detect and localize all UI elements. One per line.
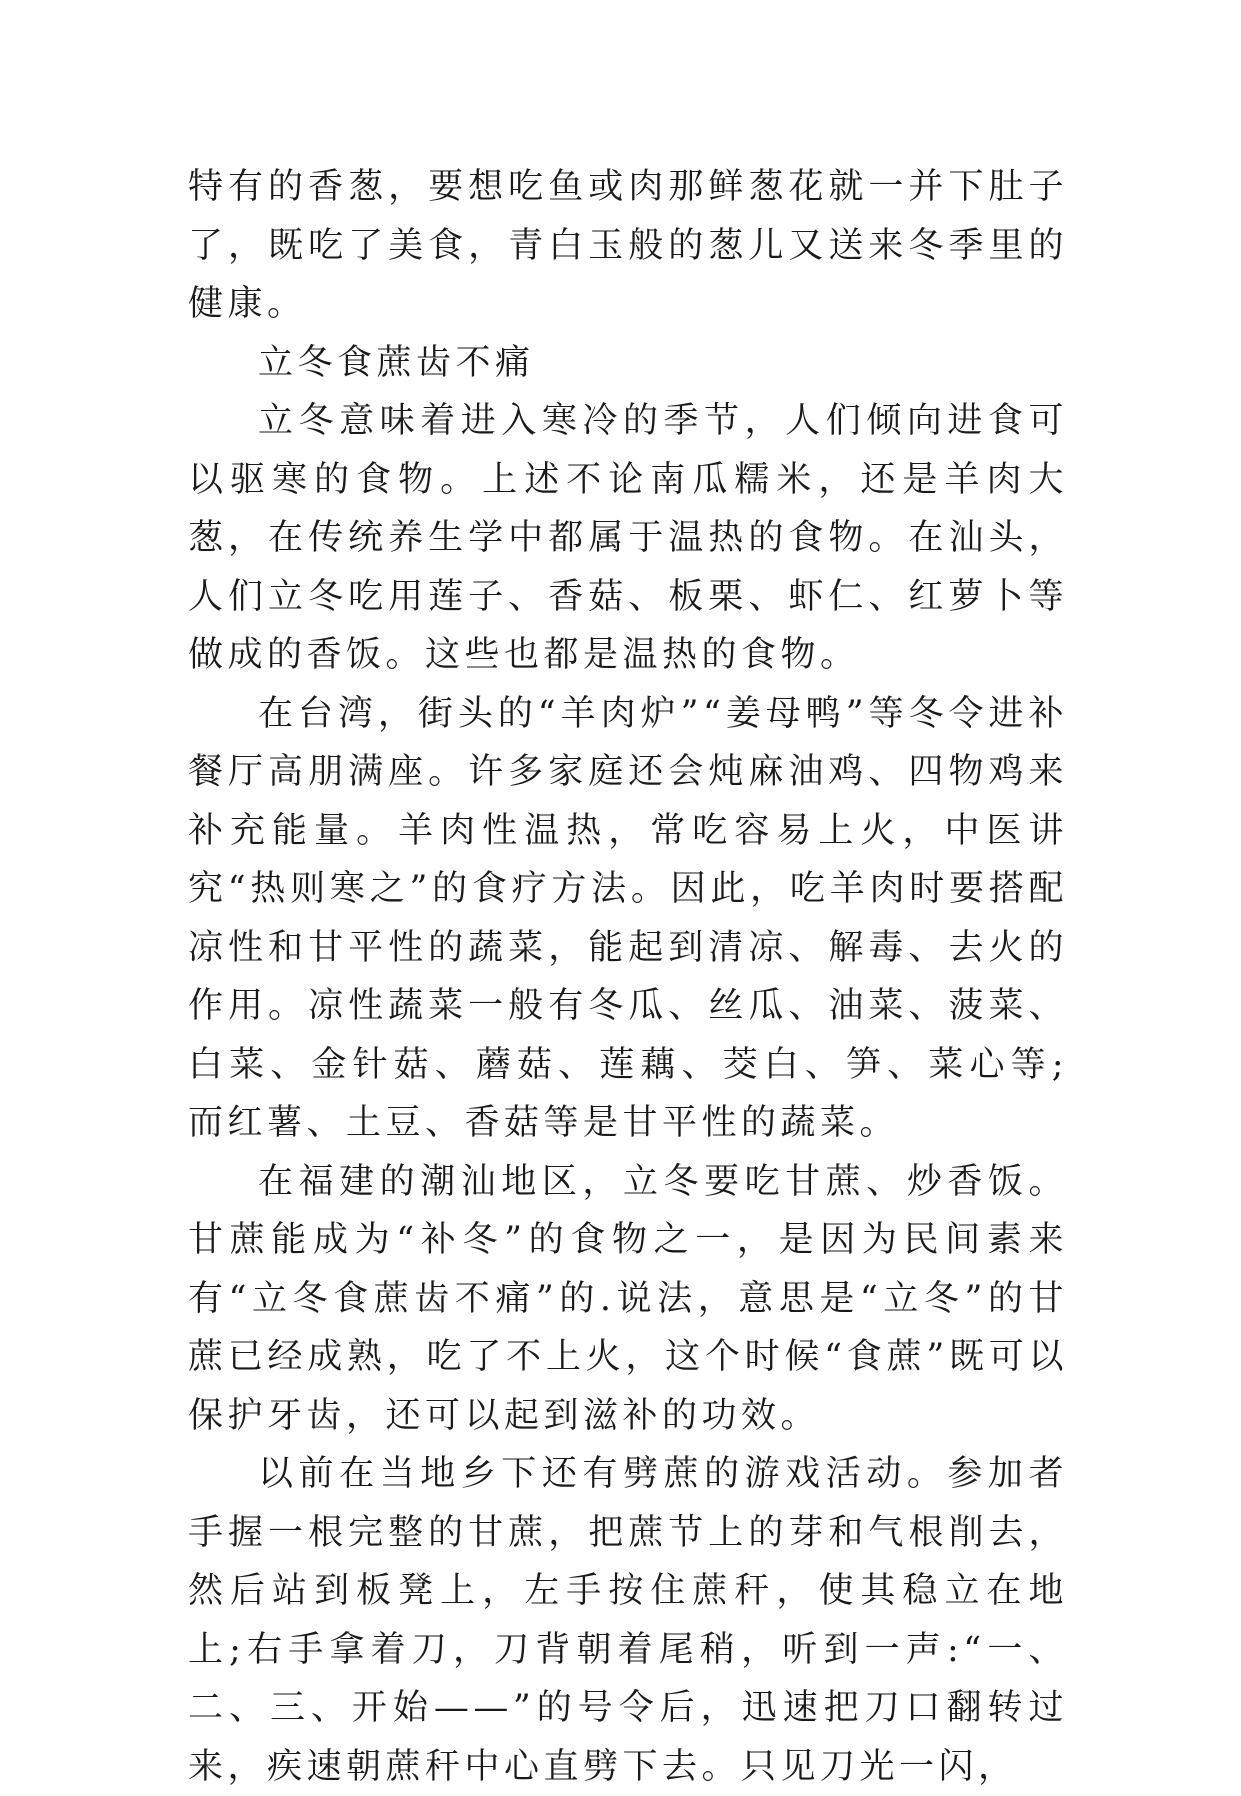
paragraph-4: 在福建的潮汕地区，立冬要吃甘蔗、炒香饭。甘蔗能成为“补冬”的食物之一，是因为民间素来有“立冬食蔗齿不痛”的.说法，意思是“立冬”的甘蔗已经成熟，吃了不上火，这个时候“食蔗”既可以保护牙齿，还可以起到滋补的功效。 [188, 1161, 1068, 1436]
paragraph-3: 在台湾，街头的“羊肉炉”“姜母鸭”等冬令进补餐厅高朋满座。许多家庭还会炖麻油鸡、四物鸡来补充能量。羊肉性温热，常吃容易上火，中医讲究“热则寒之”的食疗方法。因此，吃羊肉时要搭配凉性和甘平性的蔬菜，能起到清凉、解毒、去火的作用。凉性蔬菜一般有冬瓜、丝瓜、油菜、菠菜、白菜、金针菇、蘑菇、莲藕、茭白、笋、菜心等;而红薯、土豆、香菇等是甘平性的蔬菜。 [188, 693, 1068, 1143]
section-heading: 立冬食蔗齿不痛 [258, 342, 535, 383]
document-body [188, 158, 1068, 1796]
paragraph-1: 特有的香葱，要想吃鱼或肉那鲜葱花就一并下肚子了，既吃了美食，青白玉般的葱儿又送来冬季里的健康。 [188, 167, 1068, 324]
paragraph-2: 立冬意味着进入寒冷的季节，人们倾向进食可以驱寒的食物。上述不论南瓜糯米，还是羊肉大葱，在传统养生学中都属于温热的食物。在汕头，人们立冬吃用莲子、香菇、板栗、虾仁、红萝卜等做成的香饭。这些也都是温热的食物。 [188, 401, 1068, 675]
paragraph-5: 以前在当地乡下还有劈蔗的游戏活动。参加者手握一根完整的甘蔗，把蔗节上的芽和气根削去，然后站到板凳上，左手按住蔗秆，使其稳立在地上;右手拿着刀，刀背朝着尾稍，听到一声:“一、二、三、开始——”的号令后，迅速把刀口翻转过来，疾速朝蔗秆中心直劈下去。只见刀光一闪， [188, 1454, 1068, 1787]
